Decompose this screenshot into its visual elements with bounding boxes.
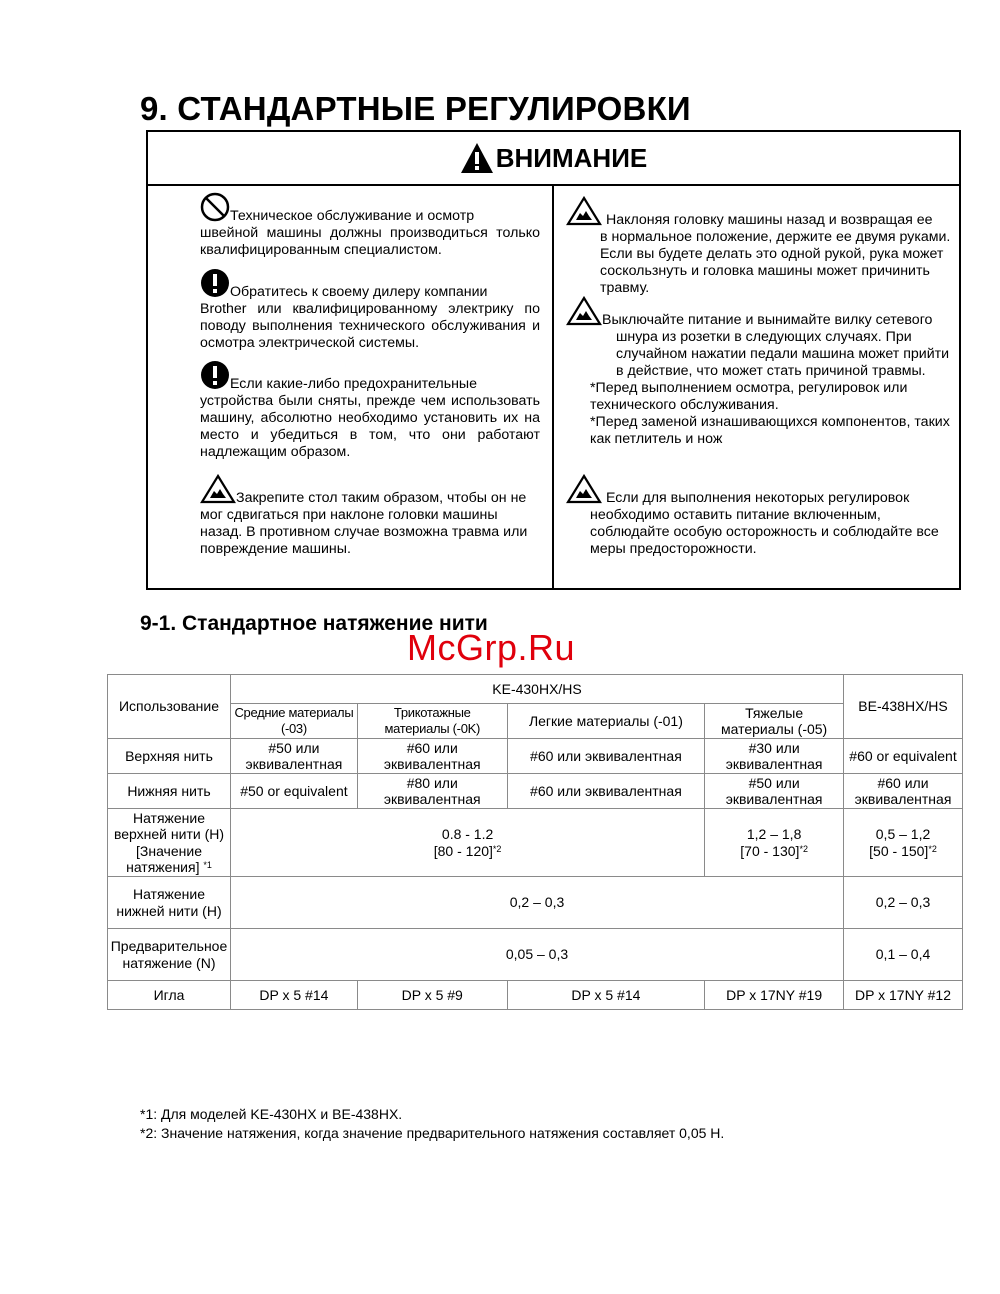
- warning-text-first: Обратитесь к своему дилеру компании: [230, 284, 488, 300]
- value: [50 - 150]: [869, 842, 929, 859]
- warning-text-first: Закрепите стол таким образом, чтобы он не: [236, 490, 527, 506]
- table-row: [108, 981, 963, 1010]
- table-cell: [844, 809, 963, 877]
- value: 0,5 – 1,2: [875, 826, 931, 842]
- row-label-text: Натяжение верхней нити (H) [Значение натяжения]: [113, 809, 224, 875]
- caution-hand-icon: [200, 474, 236, 504]
- warning-text: устройства были сняты, прежде чем использовать машину, абсолютно необходимо установить их на место и убедиться в том, что они работают надлежащим образом.: [200, 393, 540, 460]
- table-row: [108, 809, 963, 877]
- warning-text-first: Техническое обслуживание и осмотр: [230, 208, 475, 224]
- mandatory-icon: [200, 268, 230, 298]
- warning-item: [200, 360, 540, 461]
- warning-item: [200, 268, 540, 352]
- warning-item: [566, 296, 951, 448]
- row-label: Нижняя нить: [108, 774, 231, 809]
- warning-left-column: [148, 184, 554, 588]
- table-cell: #60 или эквивалентная: [507, 739, 705, 774]
- table-cell: [230, 809, 704, 877]
- footnote-ref: *2: [492, 843, 502, 854]
- table-cell: #60 или эквивалентная: [844, 774, 963, 809]
- table-cell: 0,2 – 0,3: [230, 877, 843, 929]
- header-material: Трикотажные материалы (-0K): [357, 704, 507, 739]
- warning-text: необходимо оставить питание включенным, соблюдайте особую осторожность и соблюдайте все меры предосторожности.: [590, 507, 939, 557]
- table-cell: DP x 17NY #19: [705, 981, 844, 1010]
- table-cell: #50 or equivalent: [230, 774, 357, 809]
- table-cell: #80 или эквивалентная: [357, 774, 507, 809]
- row-label: [108, 809, 231, 877]
- value: [80 - 120]: [433, 842, 493, 859]
- prohibited-icon: [200, 192, 230, 222]
- table-cell: 0,1 – 0,4: [844, 929, 963, 981]
- table-cell: 0,2 – 0,3: [844, 877, 963, 929]
- warning-box: [146, 130, 961, 590]
- table-cell: DP x 5 #14: [507, 981, 705, 1010]
- footnote: *1: Для моделей KE-430HX и BE-438HX.: [140, 1106, 403, 1122]
- watermark: McGrp.Ru: [407, 627, 576, 668]
- header-material: Тяжелые материалы (-05): [705, 704, 844, 739]
- warning-header: [148, 132, 959, 186]
- footnote-ref: *1: [203, 860, 212, 870]
- table-cell: #50 или эквивалентная: [705, 774, 844, 809]
- warning-right-column: [554, 184, 959, 588]
- table-row: [108, 739, 963, 774]
- mandatory-icon: [200, 360, 230, 390]
- warning-item: [566, 196, 951, 297]
- table-row: [108, 877, 963, 929]
- warning-note: *Перед выполнением осмотра, регулировок или технического обслуживания.: [590, 380, 908, 413]
- value: 0.8 - 1.2: [441, 826, 494, 842]
- table-cell: DP x 17NY #12: [844, 981, 963, 1010]
- caution-hand-icon: [566, 474, 602, 504]
- section-title: 9-1. Стандартное натяжение нити: [140, 612, 488, 635]
- header-material: Средние материалы (-03): [230, 704, 357, 739]
- warning-text: шнура из розетки в следующих случаях. При случайном нажатии педали машина может прийти в действие, что может стать причиной травмы.: [616, 329, 950, 379]
- row-label: Игла: [108, 981, 231, 1010]
- table-cell: [705, 809, 844, 877]
- table-cell: #50 или эквивалентная: [230, 739, 357, 774]
- warning-text: швейной машины должны производиться только квалифицированным специалистом.: [200, 225, 540, 258]
- thread-tension-table: [107, 674, 963, 1010]
- table-cell: #30 или эквивалентная: [705, 739, 844, 774]
- row-label: Предварительное натяжение (N): [108, 929, 231, 981]
- row-label: Натяжение нижней нити (H): [108, 877, 231, 929]
- table-row: [108, 774, 963, 809]
- table-cell: #60 или эквивалентная: [507, 774, 705, 809]
- header-material: Легкие материалы (-01): [507, 704, 705, 739]
- warning-item: [566, 474, 951, 558]
- footnote-ref: *2: [799, 843, 808, 854]
- footnote-ref: *2: [928, 843, 937, 854]
- table-cell: #60 или эквивалентная: [357, 739, 507, 774]
- table-cell: #60 or equivalent: [844, 739, 963, 774]
- header-usage: Использование: [108, 675, 231, 739]
- page-title: 9. СТАНДАРТНЫЕ РЕГУЛИРОВКИ: [140, 90, 691, 127]
- warning-text-first: Если для выполнения некоторых регулировок: [605, 490, 910, 506]
- warning-text: мог сдвигаться при наклоне головки машины назад. В противном случае возможна травма или повреждение машины.: [200, 507, 528, 557]
- value: 1,2 – 1,8: [746, 826, 802, 842]
- table-cell: 0,05 – 0,3: [230, 929, 843, 981]
- caution-hand-icon: [566, 196, 602, 226]
- warning-heading: ВНИМАНИЕ: [495, 142, 648, 173]
- table-cell: DP x 5 #9: [357, 981, 507, 1010]
- header-ke-model: KE-430HX/HS: [230, 675, 843, 704]
- warning-text: в нормальное положение, держите ее двумя руками. Если вы будете делать это одной рукой, рука может соскользнуть и головка машины может причинить травму.: [600, 229, 951, 296]
- table-row: [108, 929, 963, 981]
- warning-text-first: Если какие-либо предохранительные: [230, 376, 478, 392]
- warning-item: [200, 474, 540, 558]
- warning-item: [200, 192, 540, 259]
- header-be-model: BE-438HX/HS: [844, 675, 963, 739]
- warning-text: Brother или квалифицированному электрику по поводу выполнения технического обслуживания и осмотра электрической системы.: [200, 301, 540, 351]
- value: [70 - 130]: [740, 842, 800, 859]
- warning-text-first: Выключайте питание и вынимайте вилку сетевого: [602, 312, 933, 328]
- row-label: Верхняя нить: [108, 739, 231, 774]
- table-cell: DP x 5 #14: [230, 981, 357, 1010]
- warning-triangle-icon: [460, 142, 494, 174]
- warning-text-first: Наклоняя головку машины назад и возвращая ее: [605, 212, 933, 228]
- footnotes: [140, 1105, 724, 1143]
- caution-hand-icon: [566, 296, 602, 326]
- warning-note: *Перед заменой изнашивающихся компонентов, таких как петлитель и нож: [590, 414, 950, 447]
- footnote: *2: Значение натяжения, когда значение предварительного натяжения составляет 0,05 Н.: [140, 1125, 725, 1141]
